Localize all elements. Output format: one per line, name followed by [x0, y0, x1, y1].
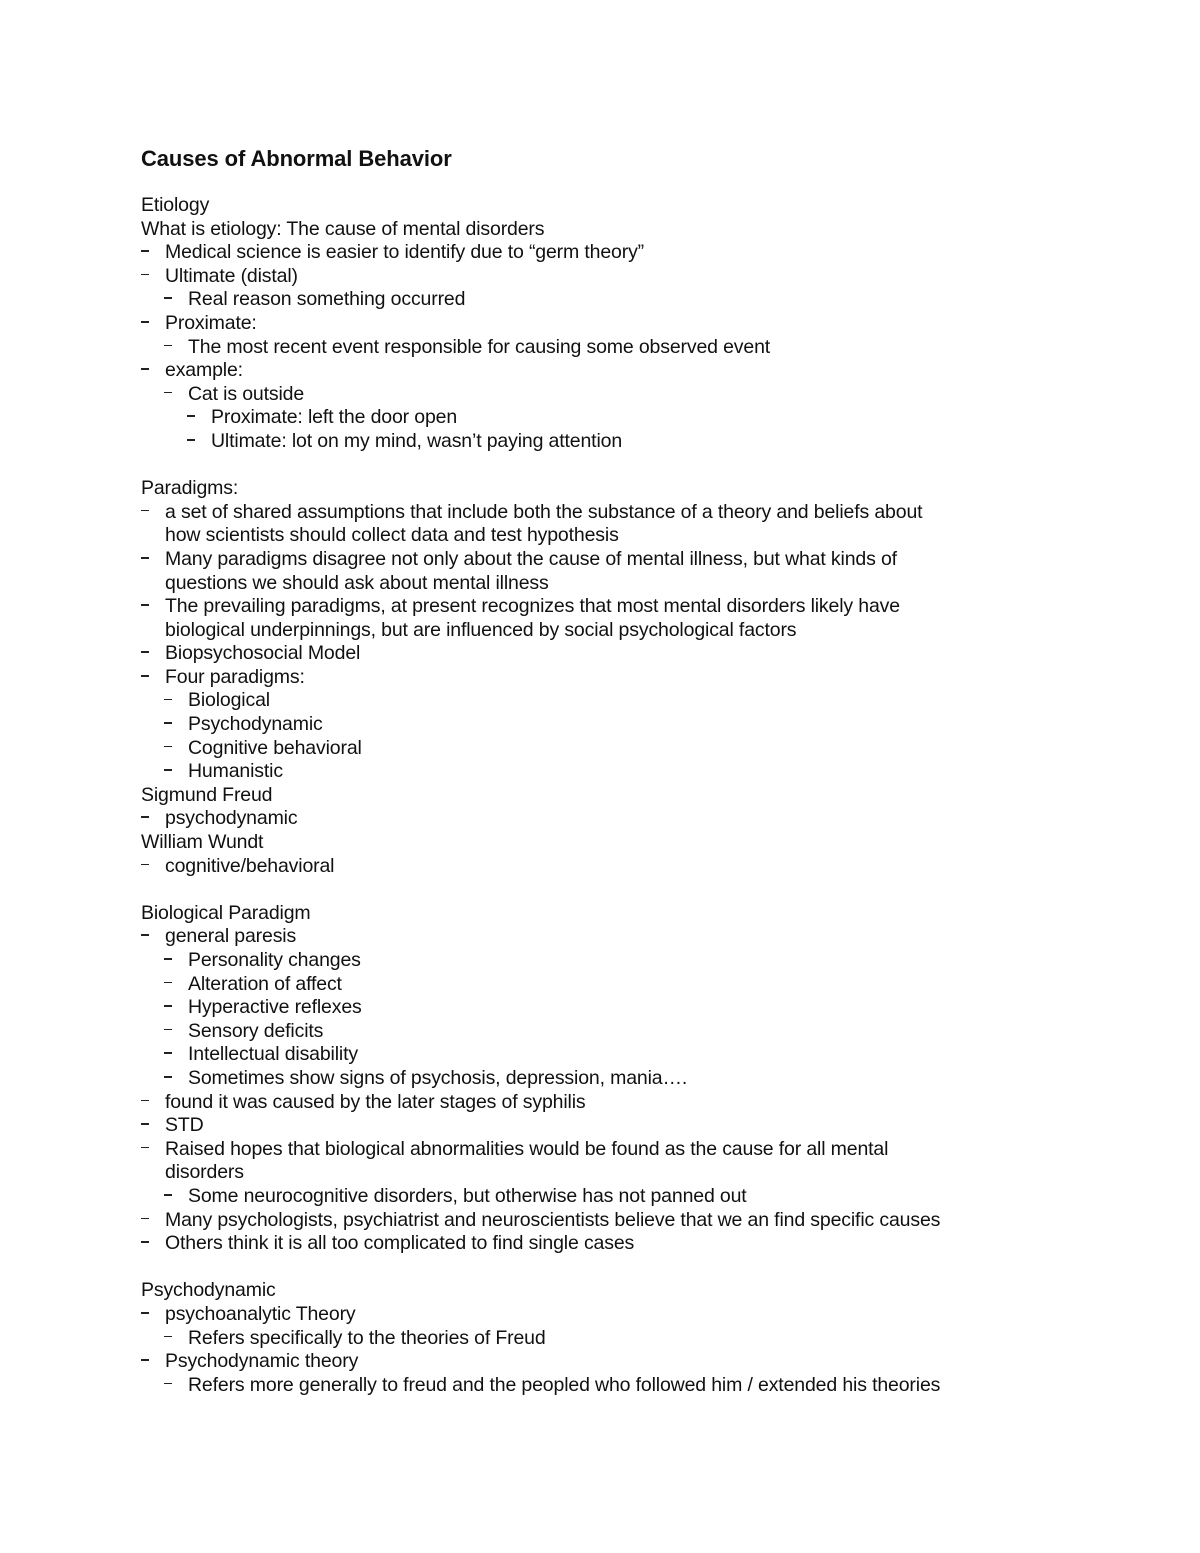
line-text: Biological Paradigm	[141, 901, 311, 924]
dash-bullet-icon	[164, 1327, 172, 1351]
dash-bullet-icon	[141, 1303, 149, 1327]
line-text: Ultimate: lot on my mind, wasn’t paying attention	[211, 429, 623, 452]
line-text: Paradigms:	[141, 477, 239, 500]
line-text: What is etiology: The cause of mental disorders	[141, 217, 545, 240]
dash-bullet-icon	[141, 501, 149, 525]
blank-line	[141, 878, 1071, 902]
dash-bullet-icon	[164, 996, 172, 1020]
line-text: Refers specifically to the theories of Freud	[188, 1326, 546, 1349]
dash-bullet-icon	[164, 1043, 172, 1067]
line-text: found it was caused by the later stages of syphilis	[165, 1090, 586, 1113]
dash-bullet-icon	[141, 1209, 149, 1233]
line-text: Real reason something occurred	[188, 288, 466, 311]
line-text: Hyperactive reflexes	[188, 996, 362, 1019]
dash-bullet-icon	[164, 949, 172, 973]
line-text: The most recent event responsible for causing some observed event	[188, 335, 771, 358]
dash-bullet-icon	[141, 1232, 149, 1256]
dash-bullet-icon	[141, 666, 149, 690]
dash-bullet-icon	[187, 406, 195, 430]
dash-bullet-icon	[141, 265, 149, 289]
list-item-continuation	[141, 572, 1071, 596]
list-item-level-2	[141, 1374, 1071, 1398]
dash-bullet-icon	[164, 1374, 172, 1398]
dash-bullet-icon	[141, 1350, 149, 1374]
list-item-level-2	[141, 713, 1071, 737]
line-text: general paresis	[165, 925, 297, 948]
list-item-continuation	[141, 1161, 1071, 1185]
dash-bullet-icon	[164, 760, 172, 784]
dash-bullet-icon	[141, 548, 149, 572]
line-text: Psychodynamic	[141, 1279, 276, 1302]
list-item-level-2	[141, 1185, 1071, 1209]
line-text: Biological	[188, 689, 270, 712]
list-item-continuation	[141, 619, 1071, 643]
list-item-level-1	[141, 1232, 1071, 1256]
list-item-level-1	[141, 1114, 1071, 1138]
dash-bullet-icon	[164, 336, 172, 360]
section-line	[141, 902, 1071, 926]
line-text: STD	[165, 1114, 204, 1137]
line-text: Raised hopes that biological abnormalities would be found as the cause for all mental	[165, 1137, 889, 1160]
dash-bullet-icon	[187, 430, 195, 454]
list-item-level-2	[141, 1043, 1071, 1067]
list-item-level-1	[141, 359, 1071, 383]
dash-bullet-icon	[141, 1138, 149, 1162]
list-item-level-1	[141, 312, 1071, 336]
list-item-level-2	[141, 737, 1071, 761]
line-text: Psychodynamic theory	[165, 1350, 359, 1373]
dash-bullet-icon	[141, 1091, 149, 1115]
list-item-level-2	[141, 973, 1071, 997]
line-text: Proximate:	[165, 311, 257, 334]
line-text: psychodynamic	[165, 807, 298, 830]
line-text: Psychodynamic	[188, 713, 323, 736]
list-item-level-2	[141, 996, 1071, 1020]
dash-bullet-icon	[164, 1020, 172, 1044]
document-page	[141, 144, 1071, 1397]
list-item-level-2	[141, 1067, 1071, 1091]
list-item-level-2	[141, 689, 1071, 713]
list-item-level-1	[141, 501, 1071, 525]
dash-bullet-icon	[141, 241, 149, 265]
list-item-continuation	[141, 524, 1071, 548]
line-text: psychoanalytic Theory	[165, 1302, 356, 1325]
blank-line	[141, 1256, 1071, 1280]
dash-bullet-icon	[164, 288, 172, 312]
list-item-level-1	[141, 642, 1071, 666]
line-text: Alteration of affect	[188, 972, 342, 995]
list-item-level-2	[141, 288, 1071, 312]
list-item-level-2	[141, 949, 1071, 973]
line-text: example:	[165, 359, 243, 382]
dash-bullet-icon	[141, 925, 149, 949]
section-line	[141, 194, 1071, 218]
line-text: cognitive/behavioral	[165, 854, 335, 877]
section-line	[141, 218, 1071, 242]
dash-bullet-icon	[141, 359, 149, 383]
line-text: Humanistic	[188, 760, 283, 783]
list-item-level-2	[141, 336, 1071, 360]
list-item-level-1	[141, 925, 1071, 949]
list-item-level-1	[141, 265, 1071, 289]
dash-bullet-icon	[164, 1185, 172, 1209]
list-item-level-1	[141, 666, 1071, 690]
line-text: Four paradigms:	[165, 665, 305, 688]
dash-bullet-icon	[141, 1114, 149, 1138]
line-text: biological underpinnings, but are influenced by social psychological factors	[165, 618, 797, 641]
list-item-level-1	[141, 807, 1071, 831]
section-line	[141, 831, 1071, 855]
line-text: Biopsychosocial Model	[165, 642, 361, 665]
line-text: Sensory deficits	[188, 1019, 324, 1042]
document-title: Causes of Abnormal Behavior	[141, 146, 452, 171]
line-text: Cat is outside	[188, 382, 305, 405]
dash-bullet-icon	[164, 383, 172, 407]
line-text: Medical science is easier to identify due to “germ theory”	[165, 241, 645, 264]
list-item-level-1	[141, 595, 1071, 619]
list-item-level-1	[141, 1209, 1071, 1233]
list-item-level-1	[141, 1091, 1071, 1115]
document-body	[141, 194, 1071, 1397]
dash-bullet-icon	[164, 713, 172, 737]
line-text: Sigmund Freud	[141, 783, 273, 806]
dash-bullet-icon	[164, 1067, 172, 1091]
list-item-level-3	[141, 430, 1071, 454]
line-text: Many paradigms disagree not only about the cause of mental illness, but what kinds of	[165, 547, 897, 570]
dash-bullet-icon	[141, 595, 149, 619]
section-line	[141, 477, 1071, 501]
dash-bullet-icon	[141, 642, 149, 666]
dash-bullet-icon	[141, 312, 149, 336]
dash-bullet-icon	[164, 689, 172, 713]
list-item-level-1	[141, 1303, 1071, 1327]
title-spacer	[141, 174, 1071, 194]
list-item-level-1	[141, 1350, 1071, 1374]
line-text: Ultimate (distal)	[165, 264, 298, 287]
list-item-level-1	[141, 1138, 1071, 1162]
line-text: how scientists should collect data and test hypothesis	[165, 524, 619, 547]
line-text: The prevailing paradigms, at present recognizes that most mental disorders likely have	[165, 595, 900, 618]
line-text: Personality changes	[188, 949, 361, 971]
dash-bullet-icon	[164, 737, 172, 761]
line-text: a set of shared assumptions that include both the substance of a theory and beliefs about	[165, 500, 923, 523]
line-text: Proximate: left the door open	[211, 406, 458, 429]
list-item-level-1	[141, 548, 1071, 572]
dash-bullet-icon	[141, 807, 149, 831]
line-text: Intellectual disability	[188, 1043, 358, 1066]
list-item-level-2	[141, 760, 1071, 784]
line-text: Some neurocognitive disorders, but otherwise has not panned out	[188, 1184, 747, 1207]
list-item-level-2	[141, 383, 1071, 407]
dash-bullet-icon	[164, 973, 172, 997]
blank-line	[141, 454, 1071, 478]
line-text: disorders	[165, 1161, 244, 1184]
list-item-level-2	[141, 1327, 1071, 1351]
line-text: Others think it is all too complicated to find single cases	[165, 1232, 635, 1255]
line-text: Many psychologists, psychiatrist and neuroscientists believe that we an find specific causes	[165, 1208, 941, 1231]
list-item-level-3	[141, 406, 1071, 430]
line-text: questions we should ask about mental illness	[165, 571, 549, 594]
line-text: Refers more generally to freud and the peopled who followed him / extended his theories	[188, 1373, 941, 1396]
line-text: Cognitive behavioral	[188, 736, 362, 759]
dash-bullet-icon	[141, 855, 149, 879]
list-item-level-1	[141, 855, 1071, 879]
section-line	[141, 784, 1071, 808]
list-item-level-1	[141, 241, 1071, 265]
list-item-level-2	[141, 1020, 1071, 1044]
line-text: William Wundt	[141, 831, 264, 854]
line-text: Etiology	[141, 194, 210, 216]
line-text: Sometimes show signs of psychosis, depression, mania….	[188, 1066, 688, 1089]
section-line	[141, 1279, 1071, 1303]
